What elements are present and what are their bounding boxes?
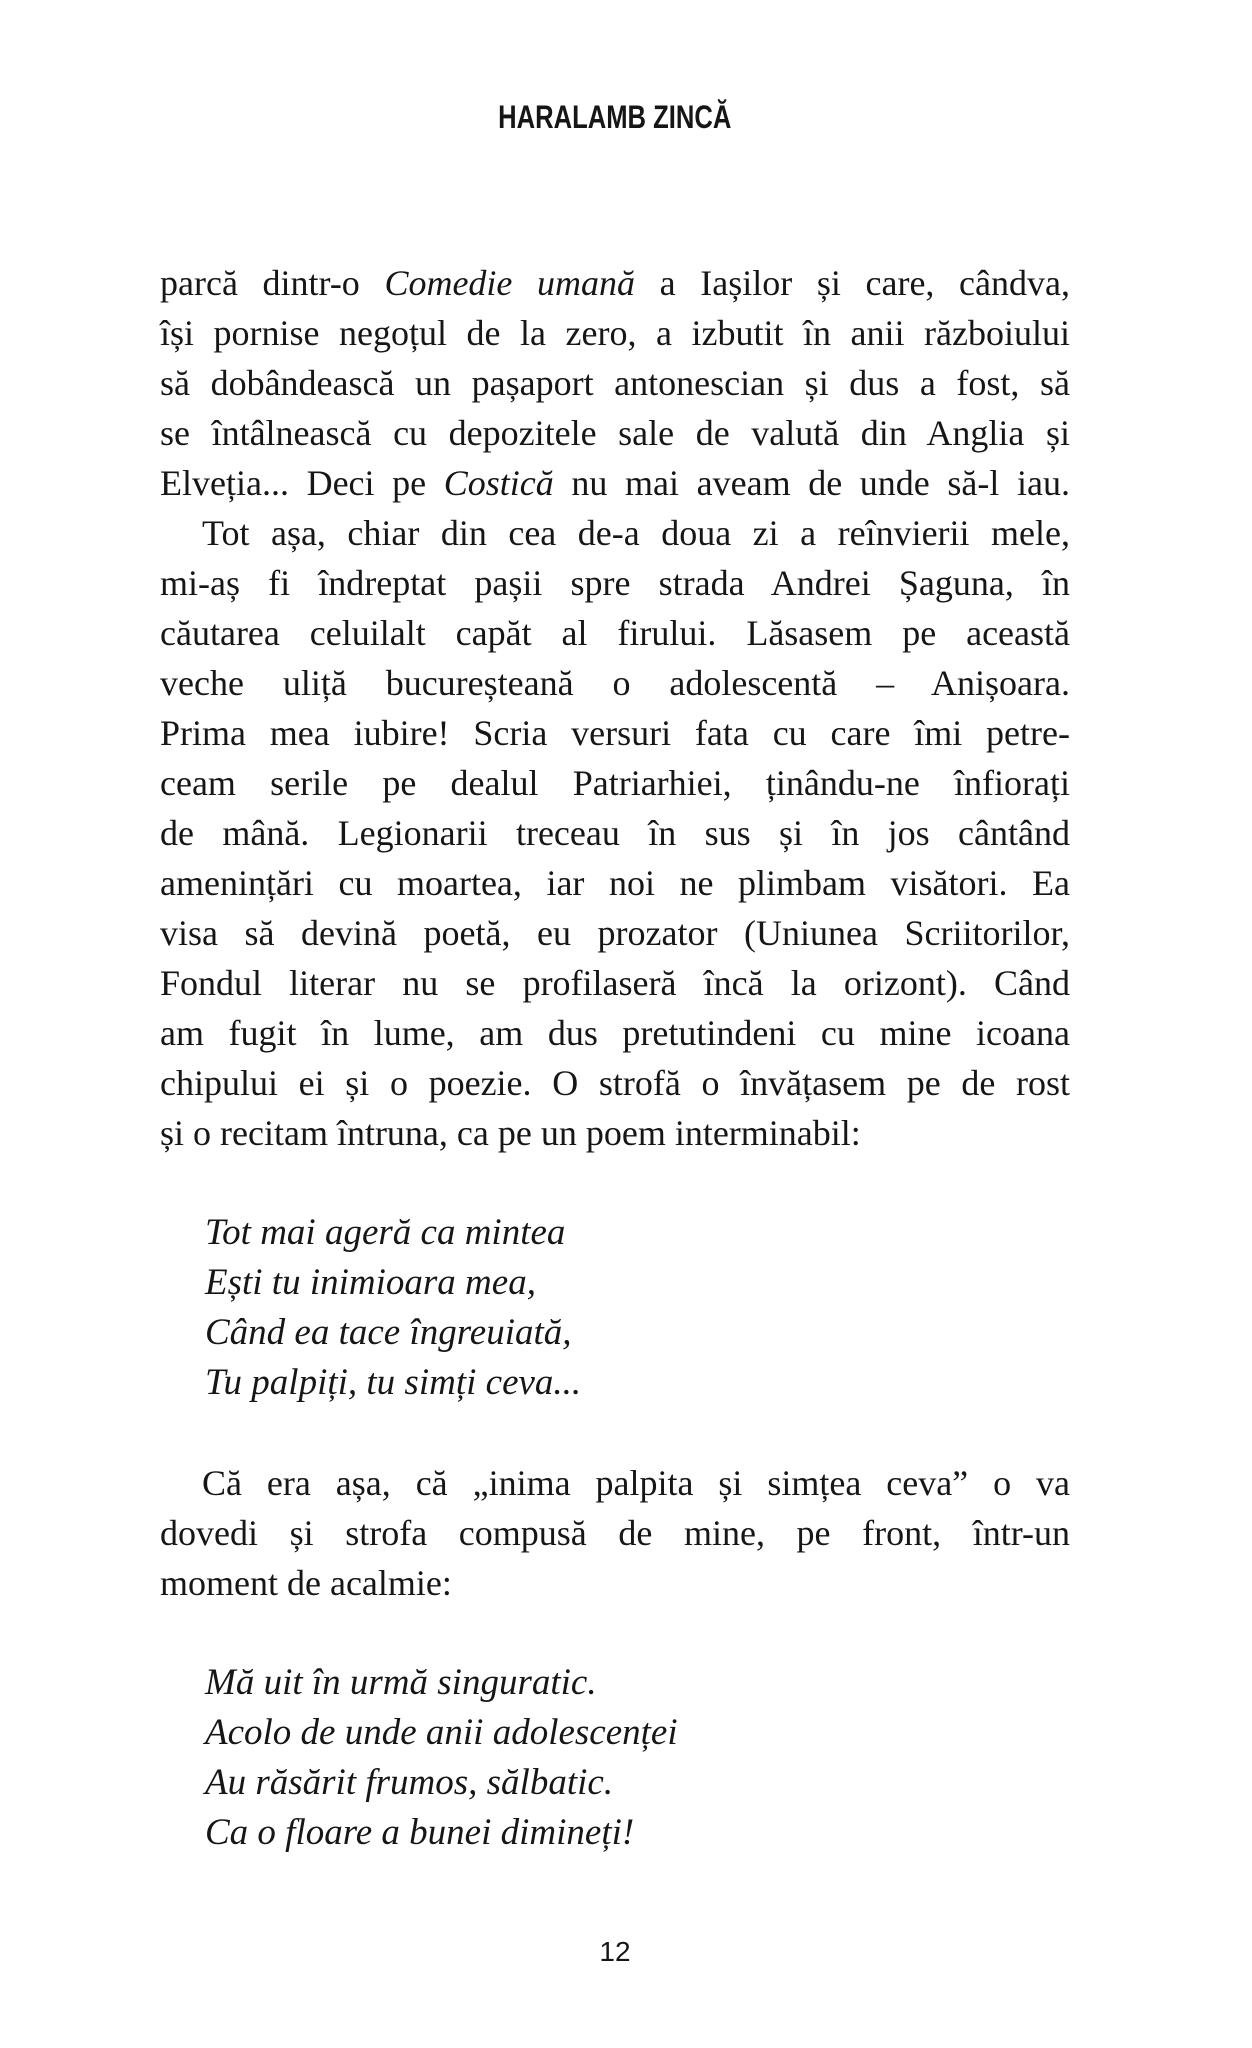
verse-line: Tot mai ageră ca mintea	[205, 1212, 566, 1253]
paragraph-block-1	[160, 258, 1070, 1158]
verse-stanza-1	[205, 1208, 1065, 1408]
verse-line: Tu palpiți, tu simți ceva...	[205, 1362, 582, 1403]
text-line: să dobândească un pașaport antonescian și dus a fost, să	[160, 363, 1070, 403]
text-line: mi-aș fi îndreptat pașii spre strada Andrei Șaguna, în	[160, 563, 1070, 603]
verse-stanza-2	[205, 1658, 1065, 1858]
text-line: amenințări cu moartea, iar noi ne plimbam visători. Ea	[160, 863, 1070, 903]
italic-name-segment: Costică	[443, 463, 554, 503]
running-header-text: HARALAMB ZINCĂ	[498, 99, 732, 135]
verse-line: Acolo de unde anii adolescenței	[205, 1712, 678, 1753]
text-segment: Elveția... Deci pe	[160, 463, 444, 503]
text-line: veche uliță bucureșteană o adolescentă – Anișoara.	[160, 663, 1070, 703]
text-line: Că era așa, că „inima palpita și simțea ceva” o va	[202, 1463, 1070, 1503]
text-segment: nu mai aveam de unde să-l iau.	[553, 463, 1070, 503]
text-line: chipului ei și o poezie. O strofă o învățasem pe de rost	[160, 1063, 1070, 1103]
text-line	[160, 458, 1070, 508]
text-line: Prima mea iubire! Scria versuri fata cu care îmi petre-	[160, 713, 1070, 753]
page-number: 12	[599, 1936, 631, 1967]
running-header	[160, 100, 1070, 134]
verse-line: Ești tu inimioara mea,	[205, 1262, 536, 1303]
text-segment: parcă dintr-o	[160, 263, 385, 303]
text-line	[160, 258, 1070, 308]
verse-line: Când ea tace îngreuiată,	[205, 1312, 572, 1353]
text-line: și o recitam întruna, ca pe un poem interminabil:	[160, 1113, 861, 1153]
text-line: Tot așa, chiar din cea de-a doua zi a reînvierii mele,	[202, 513, 1070, 553]
text-line: moment de acalmie:	[160, 1563, 452, 1603]
verse-line: Au răsărit frumos, sălbatic.	[205, 1762, 614, 1803]
text-line: Fondul literar nu se profilaseră încă la orizont). Când	[160, 963, 1070, 1003]
text-segment: a Iașilor și care, cândva,	[635, 263, 1070, 303]
text-line: am fugit în lume, am dus pretutindeni cu mine icoana	[160, 1013, 1070, 1053]
text-line: visa să devină poetă, eu prozator (Uniunea Scriitorilor,	[160, 913, 1070, 953]
text-line: de mână. Legionarii treceau în sus și în jos cântând	[160, 813, 1070, 853]
paragraph-block-2	[160, 1458, 1070, 1608]
text-line: căutarea celuilalt capăt al firului. Lăsasem pe această	[160, 613, 1070, 653]
verse-line: Mă uit în urmă singuratic.	[205, 1662, 597, 1703]
text-line: ceam serile pe dealul Patriarhiei, ținându-ne înfiorați	[160, 763, 1070, 803]
verse-line: Ca o floare a bunei dimineți!	[205, 1812, 635, 1853]
text-line: se întâlnească cu depozitele sale de valută din Anglia și	[160, 413, 1070, 453]
italic-title-segment: Comedie umană	[384, 263, 636, 303]
text-line: dovedi și strofa compusă de mine, pe front, într-un	[160, 1513, 1070, 1553]
text-line: își pornise negoțul de la zero, a izbutit în anii războiului	[160, 313, 1070, 353]
